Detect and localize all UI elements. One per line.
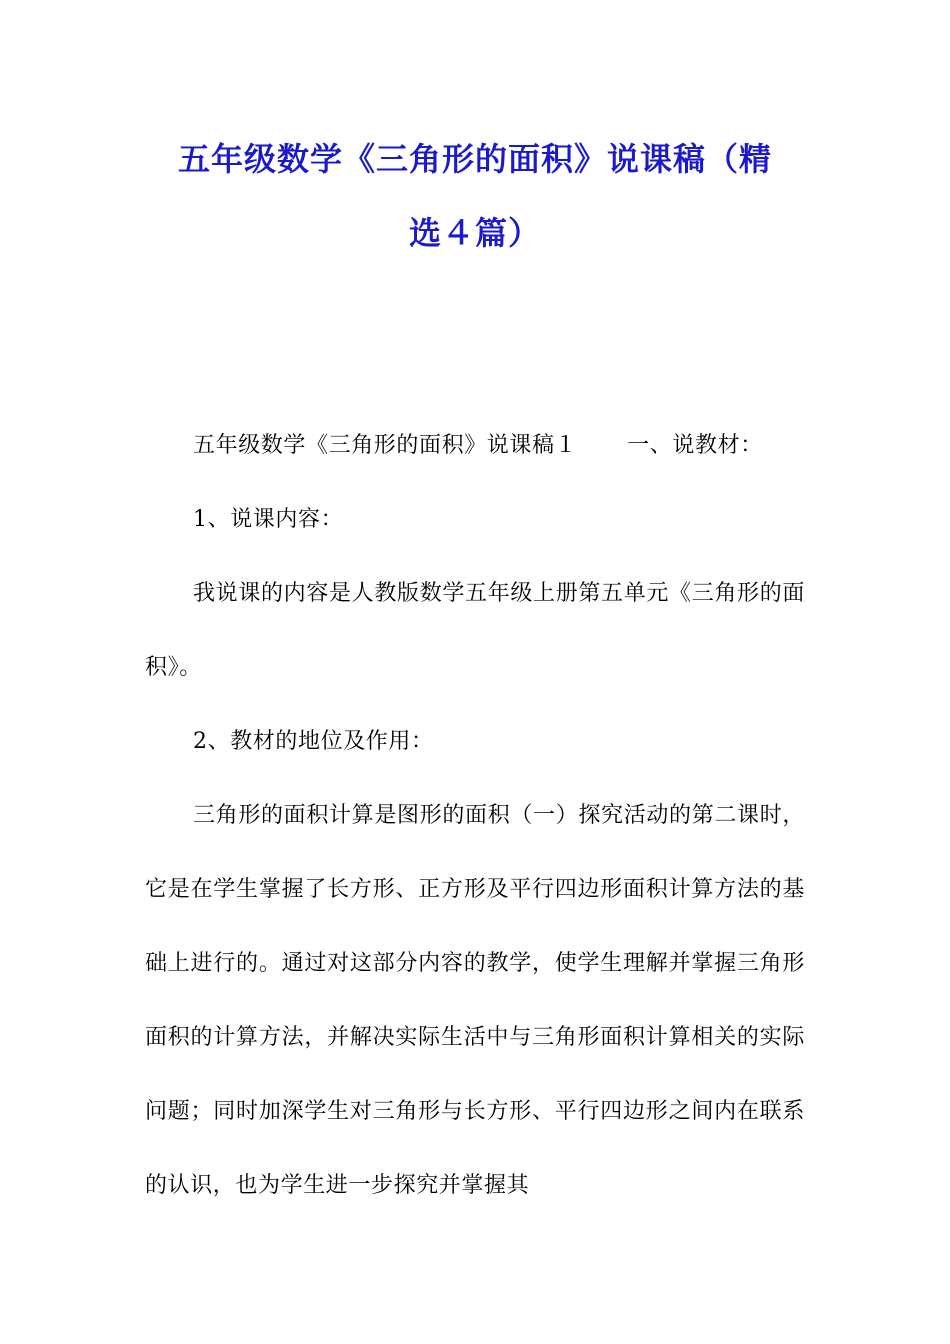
section-heading: 五年级数学《三角形的面积》说课稿１ (193, 433, 578, 458)
document-title (100, 122, 850, 270)
document-body (145, 409, 805, 1223)
section-subheading: 一、说教材： (627, 433, 763, 458)
paragraph-material-role: 三角形的面积计算是图形的面积（一）探究活动的第二课时，它是在学生掌握了长方形、正方形及平行四边形面积计算方法的基础上进行的。通过对这部分内容的教学，使学生理解并掌握三角形面积的计算方法，并解决实际生活中与三角形面积计算相关的实际问题；同时加深学生对三角形与长方形、平行四边形之间内在联系的认识，也为学生进一步探究并掌握其 (145, 803, 805, 1198)
paragraph-lesson-content-heading: 1、说课内容： (193, 507, 344, 532)
section-heading-line (145, 409, 805, 483)
paragraph-lesson-content: 我说课的内容是人教版数学五年级上册第五单元《三角形的面积》。 (145, 581, 805, 680)
title-line-2: 选４篇） (408, 214, 541, 252)
title-line-1: 五年级数学《三角形的面积》说课稿（精 (177, 140, 772, 178)
paragraph-material-role-heading: 2、教材的地位及作用： (193, 729, 434, 754)
